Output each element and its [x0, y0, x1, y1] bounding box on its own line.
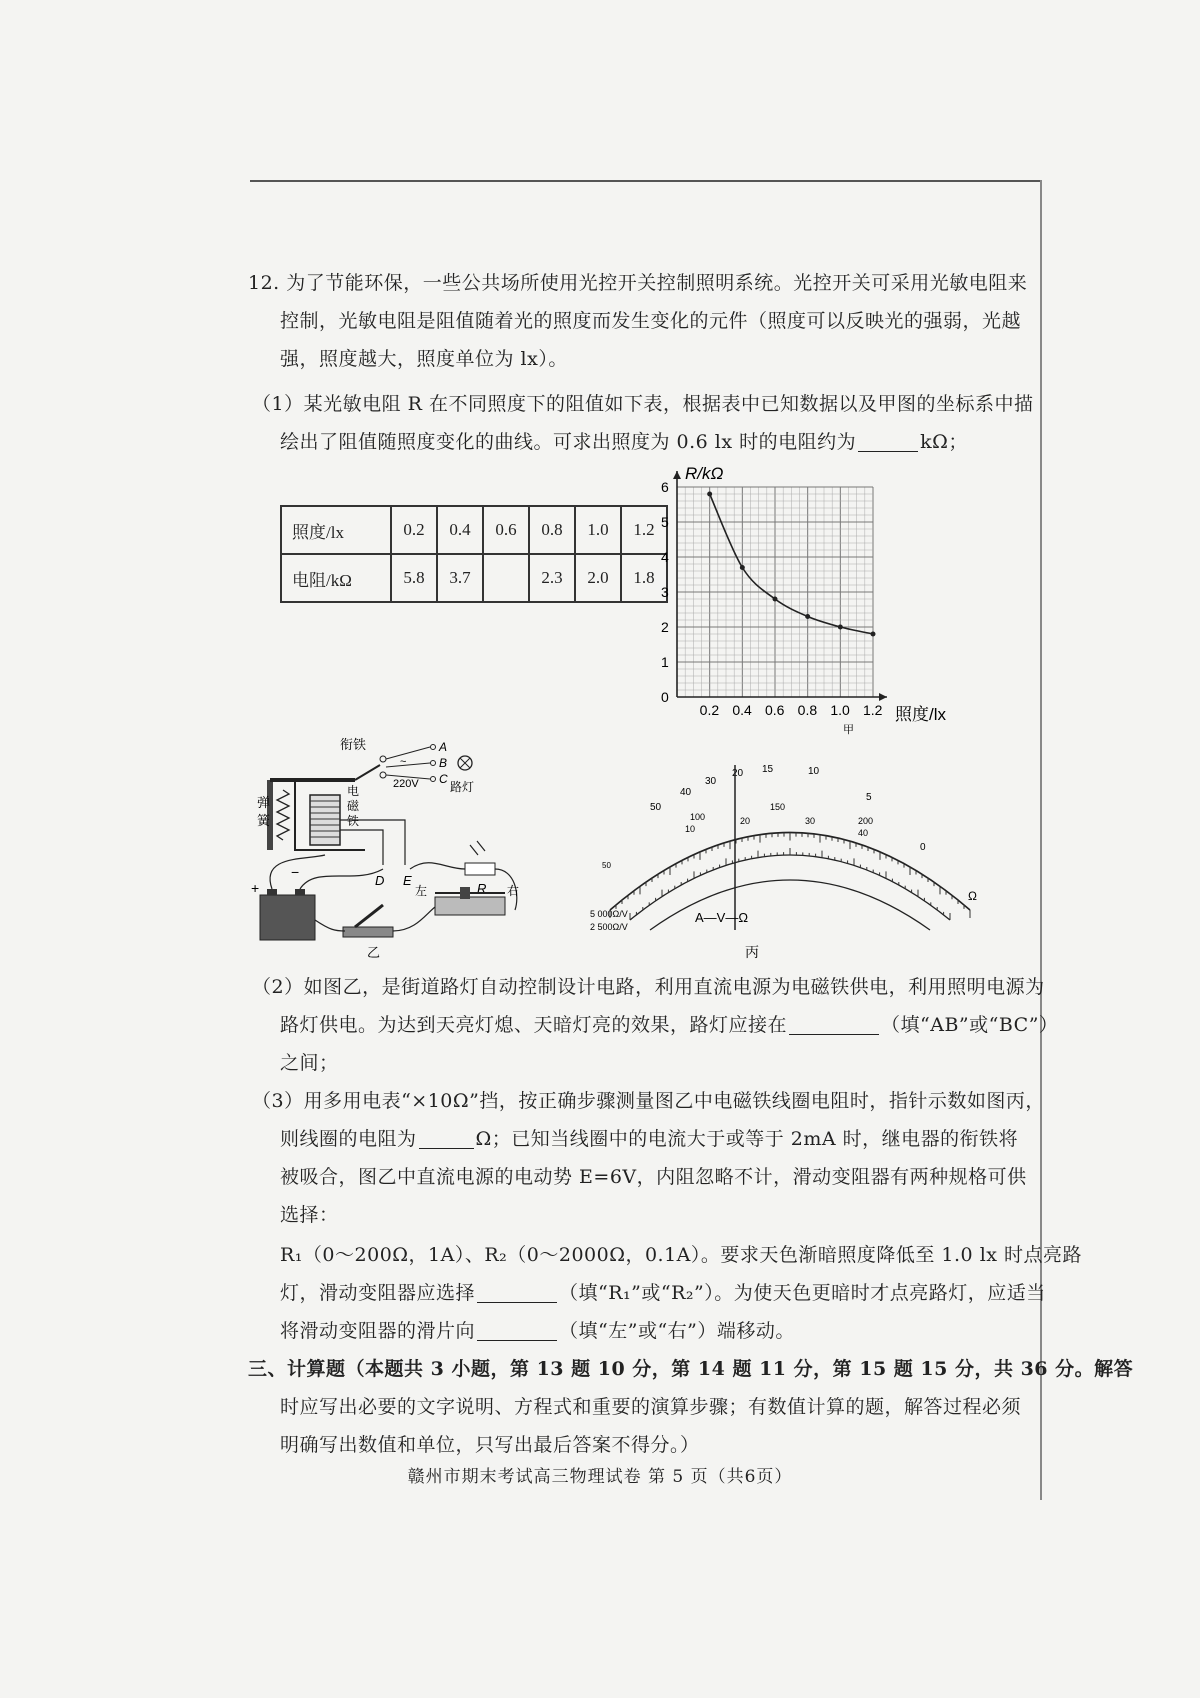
chart-point — [740, 565, 745, 570]
spring-label-2: 簧 — [257, 813, 271, 828]
rheostat-right-label: 右 — [507, 884, 520, 898]
ac-scale-label: 20 — [740, 816, 751, 826]
dc-scale-label: 150 — [770, 802, 786, 812]
page-footer: 赣州市期末考试高三物理试卷 第 5 页（共6页） — [407, 1467, 793, 1487]
battery-icon — [260, 895, 315, 940]
chart-x-tick-label: 0.8 — [797, 702, 818, 718]
dc-scale-label: 200 — [858, 816, 874, 826]
spring-icon — [277, 790, 289, 840]
terminal-c-label: C — [439, 772, 448, 786]
q12-intro-line-1: 12. 为了节能环保，一些公共场所使用光控开关控制照明系统。光控开关可采用光敏电阻来 — [248, 272, 1028, 294]
chart-x-tick-label: 0.6 — [765, 702, 785, 718]
chart-x-tick-label: 0.4 — [732, 702, 752, 718]
table-cell: 1.8 — [621, 554, 667, 602]
q12-intro-line-2: 控制，光敏电阻是阻值随着光的照度而发生变化的元件（照度可以反映光的强弱，光越 — [280, 310, 1022, 332]
ohm-scale-label: 30 — [705, 776, 717, 787]
chart-caption: 甲 — [843, 724, 854, 736]
q12-part3-line-6 — [280, 1274, 1046, 1312]
chart-xlabel: 照度/lx — [895, 705, 946, 724]
answer-blank-3[interactable] — [419, 1128, 474, 1149]
chart-y-tick-label: 1 — [661, 654, 669, 670]
terminal-e-label: E — [403, 873, 412, 888]
q12-part1-line-1: （1）某光敏电阻 R 在不同照度下的阻值如下表，根据表中已知数据以及甲图的坐标系中描 — [252, 393, 1034, 415]
section3-line-3: 明确写出数值和单位，只写出最后答案不得分。） — [280, 1434, 700, 1456]
ohm-scale-label: 0 — [920, 842, 926, 853]
photoresistor-label: R — [477, 881, 487, 896]
photoresistor-icon — [465, 863, 495, 875]
q12-part1-text-a: 绘出了阻值随照度变化的曲线。可求出照度为 0.6 lx 时的电阻约为 — [280, 431, 857, 453]
q12-part1-line-2 — [280, 423, 968, 461]
chart-y-tick-label: 3 — [661, 584, 669, 600]
answer-blank-1[interactable] — [858, 431, 918, 452]
chart-point — [805, 614, 810, 619]
voltage-label: 220V — [393, 778, 419, 790]
chart-y-tick-label: 2 — [661, 619, 669, 635]
magnet-label-2: 磁 — [347, 799, 360, 813]
q12-part3-line-1: （3）用多用电表“×10Ω”挡，按正确步骤测量图乙中电磁铁线圈电阻时，指针示数如图丙， — [252, 1090, 1045, 1112]
table-cell: 0.2 — [391, 506, 437, 554]
chart-x-arrow — [879, 693, 887, 701]
answer-blank-2[interactable] — [789, 1014, 879, 1035]
terminal-d-label: D — [375, 873, 385, 888]
relay-circuit-diagram — [251, 735, 585, 960]
table-row-label-resistance: 电阻/kΩ — [281, 554, 391, 602]
ohm-scale-label: 10 — [808, 766, 820, 777]
chart-x-tick-label: 0.2 — [699, 702, 720, 718]
chart-axes — [673, 471, 887, 701]
table-cell: 1.0 — [575, 506, 621, 554]
q12-part3-text-d: （填“R₁”或“R₂”）。为使天色更暗时才点亮路灯，应适当 — [559, 1282, 1046, 1304]
rheostat-icon — [435, 897, 505, 915]
section3-line-1: 三、计算题（本题共 3 小题，第 13 题 10 分，第 14 题 11 分，第 15 题 15 分，共 36 分。解答 — [248, 1358, 1134, 1380]
chart-point — [707, 492, 712, 497]
table-cell: 2.0 — [575, 554, 621, 602]
battery-minus-label: − — [291, 864, 300, 880]
rheostat-left-label: 左 — [415, 884, 428, 898]
ohm-scale-label: 40 — [680, 787, 692, 798]
q12-part2-line-2 — [280, 1006, 1058, 1044]
chart-x-tick-label: 1.2 — [863, 702, 883, 718]
chart-x-tick-label: 1.0 — [830, 702, 850, 718]
chart-y-tick-label: 0 — [661, 689, 669, 705]
dc-range-label: 50 — [602, 861, 611, 870]
table-cell: 2.3 — [529, 554, 575, 602]
q12-part3-text-f: （填“左”或“右”）端移动。 — [559, 1320, 795, 1342]
lamp-label: 路灯 — [450, 780, 475, 794]
ac-scale-arc — [650, 880, 930, 930]
q12-intro-line-3: 强，照度越大，照度单位为 lx）。 — [280, 348, 568, 370]
q12-part2-text-a: 路灯供电。为达到天亮灯熄、天暗灯亮的效果，路灯应接在 — [280, 1014, 788, 1036]
answer-blank-4[interactable] — [477, 1282, 557, 1303]
ac-scale-label: 10 — [685, 824, 696, 834]
ohm-scale-label: 20 — [732, 768, 744, 779]
table-cell: 5.8 — [391, 554, 437, 602]
chart-y-arrow — [673, 471, 681, 479]
chart-point — [838, 625, 843, 630]
chart-ylabel: R/kΩ — [685, 464, 724, 483]
armature-label: 衔铁 — [340, 737, 367, 752]
chart-y-tick-label: 4 — [661, 549, 669, 565]
avo-label: A—V—Ω — [695, 910, 749, 925]
section3-line-2: 时应写出必要的文字说明、方程式和重要的演算步骤；有数值计算的题，解答过程必须 — [280, 1396, 1022, 1418]
chart-grid — [677, 487, 873, 697]
ohms-per-volt-label-1: 5 000Ω/V — [590, 909, 628, 919]
q12-part3-line-5: R₁（0～200Ω，1A）、R₂（0～2000Ω，0.1A）。要求天色渐暗照度降低至 1.0 lx 时点亮路 — [280, 1244, 1083, 1266]
table-row — [281, 506, 667, 554]
svg-text:~: ~ — [400, 756, 407, 768]
q12-part1-text-b: kΩ； — [920, 431, 968, 453]
ohm-scale-label: 50 — [650, 802, 662, 813]
q12-part3-line-7 — [280, 1312, 795, 1350]
multimeter-dial — [590, 760, 990, 965]
q12-part3-text-e: 将滑动变阻器的滑片向 — [280, 1320, 476, 1342]
table-cell: 0.4 — [437, 506, 483, 554]
magnet-label-3: 铁 — [347, 814, 360, 828]
spring-label-1: 弹 — [257, 795, 271, 810]
q12-part3-text-b: Ω；已知当线圈中的电流大于或等于 2mA 时，继电器的衔铁将 — [475, 1128, 1019, 1150]
chart-y-tick-label: 6 — [661, 479, 669, 495]
table-cell: 0.8 — [529, 506, 575, 554]
q12-part3-line-4: 选择： — [280, 1204, 339, 1226]
answer-blank-5[interactable] — [477, 1320, 557, 1341]
table-cell: 0.6 — [483, 506, 529, 554]
chart-y-tick-label: 5 — [661, 514, 669, 530]
ohms-per-volt-label-2: 2 500Ω/V — [590, 922, 628, 932]
page-top-rule — [250, 180, 1040, 182]
ac-scale-label: 30 — [805, 816, 816, 826]
table-row-label-illuminance: 照度/lx — [281, 506, 391, 554]
terminal-b-label: B — [439, 756, 448, 770]
q12-part2-line-1: （2）如图乙，是街道路灯自动控制设计电路，利用直流电源为电磁铁供电，利用照明电源为 — [252, 976, 1045, 998]
magnet-label-1: 电 — [347, 784, 360, 798]
ohm-scale-label: 5 — [866, 792, 872, 803]
ohm-unit-label: Ω — [968, 889, 977, 903]
q12-part2-text-b: （填“AB”或“BC”） — [881, 1014, 1059, 1036]
battery-plus-label: + — [251, 880, 260, 896]
chart-point — [871, 632, 876, 637]
q12-part3-line-3: 被吸合，图乙中直流电源的电动势 E=6V，内阻忽略不计，滑动变阻器有两种规格可供 — [280, 1166, 1027, 1188]
table-row — [281, 554, 667, 602]
circuit-caption: 乙 — [367, 945, 381, 960]
terminal-a-label: A — [439, 740, 448, 754]
q12-part3-text-c: 灯，滑动变阻器应选择 — [280, 1282, 476, 1304]
table-cell-blank — [483, 554, 529, 602]
switch-icon — [343, 927, 393, 937]
ohm-scale-label: 15 — [762, 764, 774, 775]
meter-caption: 丙 — [745, 944, 759, 960]
q12-part3-line-2 — [280, 1120, 1018, 1158]
table-cell: 3.7 — [437, 554, 483, 602]
resistance-chart — [655, 465, 975, 735]
q12-part3-text-a: 则线圈的电阻为 — [280, 1128, 417, 1150]
table-cell: 1.2 — [621, 506, 667, 554]
q12-part2-line-3: 之间； — [280, 1052, 339, 1074]
ac-scale-label: 40 — [858, 828, 869, 838]
chart-point — [773, 597, 778, 602]
dc-scale-arc — [630, 855, 950, 920]
dc-scale-label: 100 — [690, 812, 706, 822]
resistance-table — [280, 505, 668, 603]
